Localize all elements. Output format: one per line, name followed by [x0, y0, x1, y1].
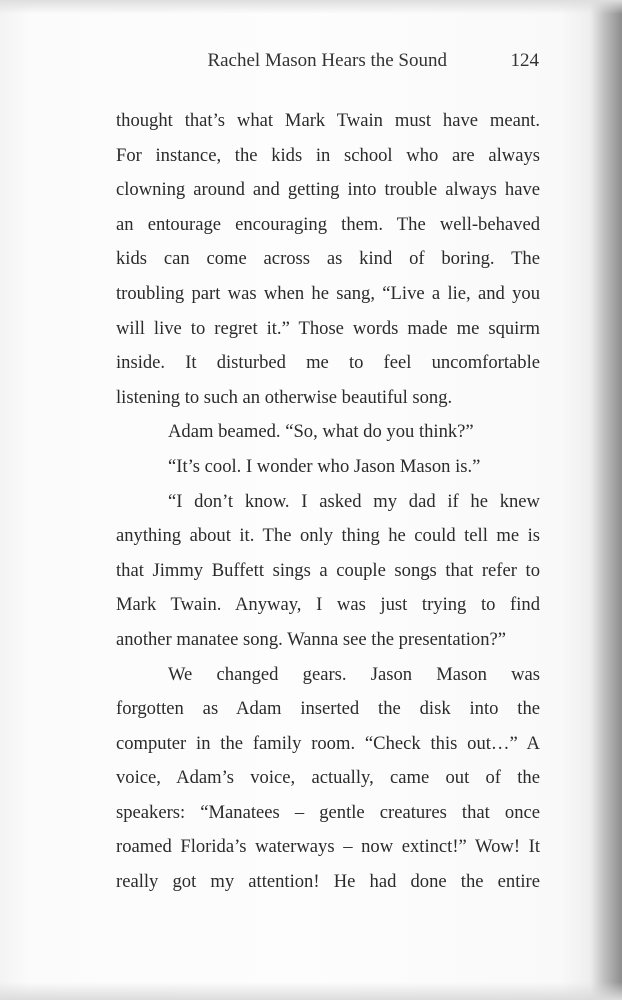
text-line: For instance, the kids in school who are always [116, 144, 540, 166]
text-line: anything about it. The only thing he could tell me is [116, 525, 540, 547]
text-line: thought that’s what Mark Twain must have meant. [116, 110, 540, 131]
text-line: roamed Florida’s waterways – now extinct!” Wow! It [116, 836, 540, 858]
text-line: another manatee song. Wanna see the presentation?” [116, 628, 507, 650]
text-line: listening to such an otherwise beautiful song. [116, 386, 453, 408]
text-line: We changed gears. Jason Mason was [168, 663, 540, 685]
body-text [116, 104, 540, 900]
text-line: “It’s cool. I wonder who Jason Mason is.” [168, 455, 481, 477]
running-title: Rachel Mason Hears the Sound [207, 50, 447, 71]
text-line: computer in the family room. “Check this out…” A [116, 732, 540, 754]
text-line: forgotten as Adam inserted the disk into the [116, 698, 540, 720]
text-line: kids can come across as kind of boring. The [116, 248, 540, 270]
text-line: Mark Twain. Anyway, I was just trying to find [116, 594, 540, 616]
text-line: that Jimmy Buffett sings a couple songs that refer to [116, 559, 540, 581]
page-header [0, 48, 560, 78]
text-line: speakers: “Manatees – gentle creatures that once [116, 801, 540, 823]
text-line: clowning around and getting into trouble always have [116, 179, 540, 201]
text-line: will live to regret it.” Those words made me squirm [116, 317, 540, 339]
text-line: an entourage encouraging them. The well-behaved [116, 213, 540, 235]
text-line: “I don’t know. I asked my dad if he knew [168, 490, 540, 512]
text-line: really got my attention! He had done the entire [116, 871, 540, 893]
text-line: voice, Adam’s voice, actually, came out of the [116, 767, 540, 789]
text-line: Adam beamed. “So, what do you think?” [168, 421, 474, 443]
text-line: inside. It disturbed me to feel uncomfortable [116, 352, 540, 374]
text-line: troubling part was when he sang, “Live a lie, and you [116, 282, 540, 304]
page-number: 124 [510, 50, 539, 71]
